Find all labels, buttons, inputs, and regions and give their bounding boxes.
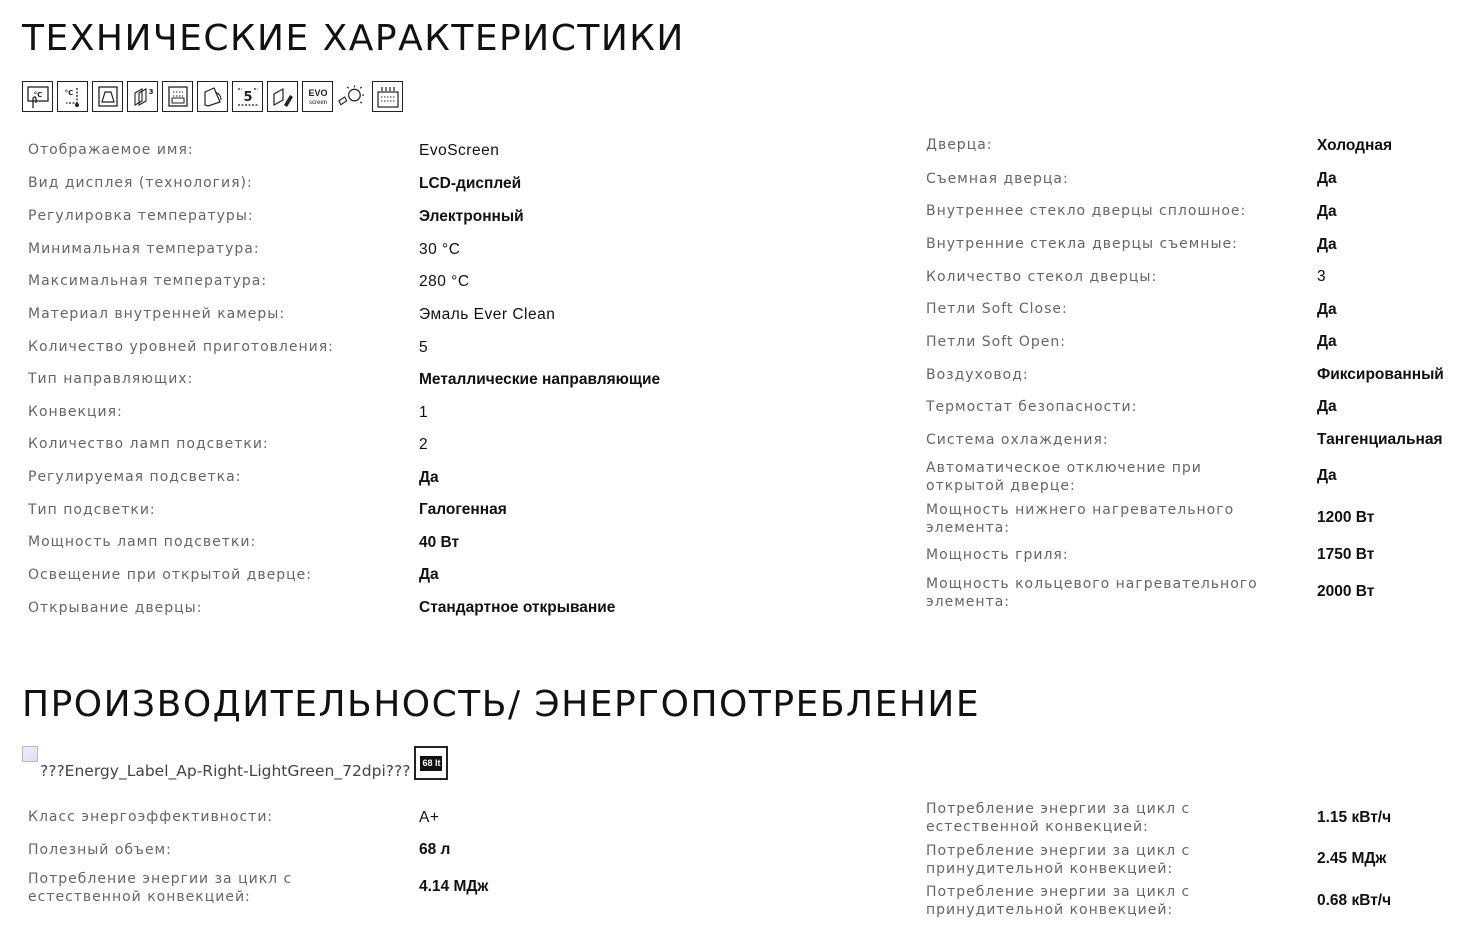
energy-label-image [22, 746, 410, 780]
spec-label: Конвекция: [28, 404, 123, 420]
spec-label: Автоматическое отключение при открытой дверце: [926, 460, 1202, 494]
spec-row [926, 268, 1157, 286]
spec-value: 2000 Вт [1317, 583, 1375, 600]
spec-value: Да [1317, 170, 1337, 187]
spec-value: 0.68 кВт/ч [1317, 892, 1392, 909]
spec-row [28, 272, 267, 290]
spec-row [28, 808, 273, 826]
spec-value: 1 [419, 404, 429, 421]
spec-value: Да [419, 469, 439, 486]
spec-row [926, 235, 1238, 253]
spec-row [926, 501, 1246, 537]
spec-row [926, 333, 1066, 351]
evo-screen-icon [302, 81, 333, 112]
spec-value: Да [1317, 333, 1337, 350]
spec-label: Дверца: [926, 137, 993, 153]
spec-label: Полезный объем: [28, 842, 172, 858]
cooling-system-icon [372, 81, 403, 112]
spec-value: 5 [419, 339, 429, 356]
spec-label: Количество уровней приготовления: [28, 339, 334, 355]
oven-enamel-icon [92, 81, 123, 112]
spec-label: Максимальная температура: [28, 273, 268, 289]
temperature-probe-icon [57, 81, 88, 112]
spec-value: 40 Вт [419, 534, 460, 551]
spec-value: 4.14 МДж [419, 878, 489, 895]
spec-value: Электронный [419, 208, 524, 225]
spec-row [28, 240, 260, 258]
spec-value: Металлические направляющие [419, 371, 661, 388]
spec-value: Да [1317, 467, 1337, 484]
spec-label: Петли Soft Open: [926, 334, 1066, 350]
spec-label: Класс энергоэффективности: [28, 809, 274, 825]
screen-label: screen [308, 99, 327, 106]
spec-row [28, 207, 254, 225]
spec-label: Мощность ламп подсветки: [28, 534, 257, 550]
section-title-technical: ТЕХНИЧЕСКИЕ ХАРАКТЕРИСТИКИ [22, 18, 685, 59]
spec-value: EvoScreen [419, 142, 500, 159]
spec-label: Мощность нижнего нагревательного элемента: [926, 502, 1235, 536]
svg-text:3: 3 [148, 87, 153, 96]
volume-badge-text: 68 lt [420, 756, 442, 771]
five-levels-icon [232, 81, 263, 112]
spec-label: Тип направляющих: [28, 371, 194, 387]
spec-value: Да [1317, 398, 1337, 415]
spec-row [28, 403, 123, 421]
spec-value: Тангенциальная [1317, 431, 1443, 448]
lamp-icon [337, 81, 368, 112]
spec-value: Да [419, 566, 439, 583]
spec-row [28, 566, 312, 584]
halogen-light-icon [162, 81, 193, 112]
spec-row [926, 842, 1216, 878]
spec-row [28, 501, 156, 519]
spec-label: Внутреннее стекло дверцы сплошное: [926, 203, 1247, 219]
spec-label: Освещение при открытой дверце: [28, 567, 312, 583]
spec-value: 280 °C [419, 273, 470, 290]
spec-value: 2.45 МДж [1317, 850, 1387, 867]
spec-row [28, 841, 172, 859]
spec-label: Система охлаждения: [926, 432, 1109, 448]
spec-row [926, 800, 1216, 836]
spec-value: 68 л [419, 841, 451, 858]
spec-label: Вид дисплея (технология): [28, 175, 253, 191]
section-title-performance: ПРОИЗВОДИТЕЛЬНОСТЬ/ ЭНЕРГОПОТРЕБЛЕНИЕ [22, 684, 981, 725]
spec-value: Холодная [1317, 137, 1392, 154]
spec-row [926, 883, 1216, 919]
spec-label: Термостат безопасности: [926, 399, 1138, 415]
spec-value: Фиксированный [1317, 366, 1444, 383]
spec-value: Да [1317, 236, 1337, 253]
spec-label: Регулируемая подсветка: [28, 469, 242, 485]
spec-label: Количество стекол дверцы: [926, 269, 1158, 285]
spec-value: 1200 Вт [1317, 509, 1375, 526]
volume-badge-icon [414, 746, 448, 780]
feature-icons-row [22, 81, 403, 112]
spec-label: Внутренние стекла дверцы съемные: [926, 236, 1238, 252]
touch-temperature-icon [22, 81, 53, 112]
spec-label: Отображаемое имя: [28, 142, 194, 158]
spec-value: 30 °C [419, 241, 461, 258]
spec-row [926, 202, 1246, 220]
spec-value: 3 [1317, 268, 1327, 285]
spec-label: Минимальная температура: [28, 241, 260, 257]
spec-label: Потребление энергии за цикл с принудительной конвекцией: [926, 843, 1191, 877]
spec-row [28, 870, 318, 906]
spec-label: Тип подсветки: [28, 502, 156, 518]
spec-value: 1.15 кВт/ч [1317, 809, 1392, 826]
spec-label: Количество ламп подсветки: [28, 436, 269, 452]
spec-row [926, 366, 1029, 384]
spec-label: Потребление энергии за цикл с естественной конвекцией: [926, 801, 1191, 835]
spec-value: Да [1317, 301, 1337, 318]
energy-label-row [22, 746, 448, 780]
spec-row [926, 431, 1109, 449]
spec-row [926, 546, 1069, 564]
spec-row [926, 398, 1137, 416]
spec-row [926, 170, 1069, 188]
spec-row [28, 305, 285, 323]
spec-value: Эмаль Ever Clean [419, 306, 556, 323]
triple-glass-door-icon [127, 81, 158, 112]
spec-row [28, 599, 202, 617]
evo-label: EVO [307, 87, 328, 98]
spec-label: Регулировка температуры: [28, 208, 254, 224]
energy-label-alt-text: ???Energy_Label_Ap-Right-LightGreen_72dpi??? [40, 762, 411, 780]
spec-label: Материал внутренней камеры: [28, 306, 286, 322]
five-levels-number: 5 [242, 89, 253, 105]
spec-row [28, 370, 193, 388]
spec-row [28, 468, 241, 486]
spec-label: Открывание дверцы: [28, 600, 203, 616]
spec-row [28, 141, 194, 159]
spec-label: Петли Soft Close: [926, 301, 1068, 317]
svg-text:°C: °C [33, 90, 42, 99]
spec-row [28, 435, 269, 453]
spec-label: Потребление энергии за цикл с принудительной конвекцией: [926, 884, 1191, 918]
spec-label: Мощность гриля: [926, 547, 1069, 563]
broken-image-icon [22, 746, 38, 762]
spec-row [926, 300, 1068, 318]
spec-value: Да [1317, 203, 1337, 220]
spec-label: Воздуховод: [926, 367, 1029, 383]
spec-row [926, 136, 993, 154]
removable-door-icon [267, 81, 298, 112]
spec-label: Потребление энергии за цикл с естественной конвекцией: [28, 871, 293, 905]
spec-row [926, 575, 1266, 611]
spec-value: 2 [419, 436, 429, 453]
spec-row [28, 533, 256, 551]
spec-value: 1750 Вт [1317, 546, 1375, 563]
spec-value: A+ [419, 809, 440, 826]
spec-row [926, 459, 1226, 495]
svg-text:°C: °C [64, 88, 73, 97]
spec-label: Съемная дверца: [926, 171, 1069, 187]
spec-value: LCD-дисплей [419, 175, 522, 192]
spec-row [28, 338, 334, 356]
spec-label: Мощность кольцевого нагревательного элемента: [926, 576, 1258, 610]
spec-row [28, 174, 253, 192]
spec-value: Галогенная [419, 501, 507, 518]
spec-value: Стандартное открывание [419, 599, 616, 616]
soft-close-door-icon [197, 81, 228, 112]
